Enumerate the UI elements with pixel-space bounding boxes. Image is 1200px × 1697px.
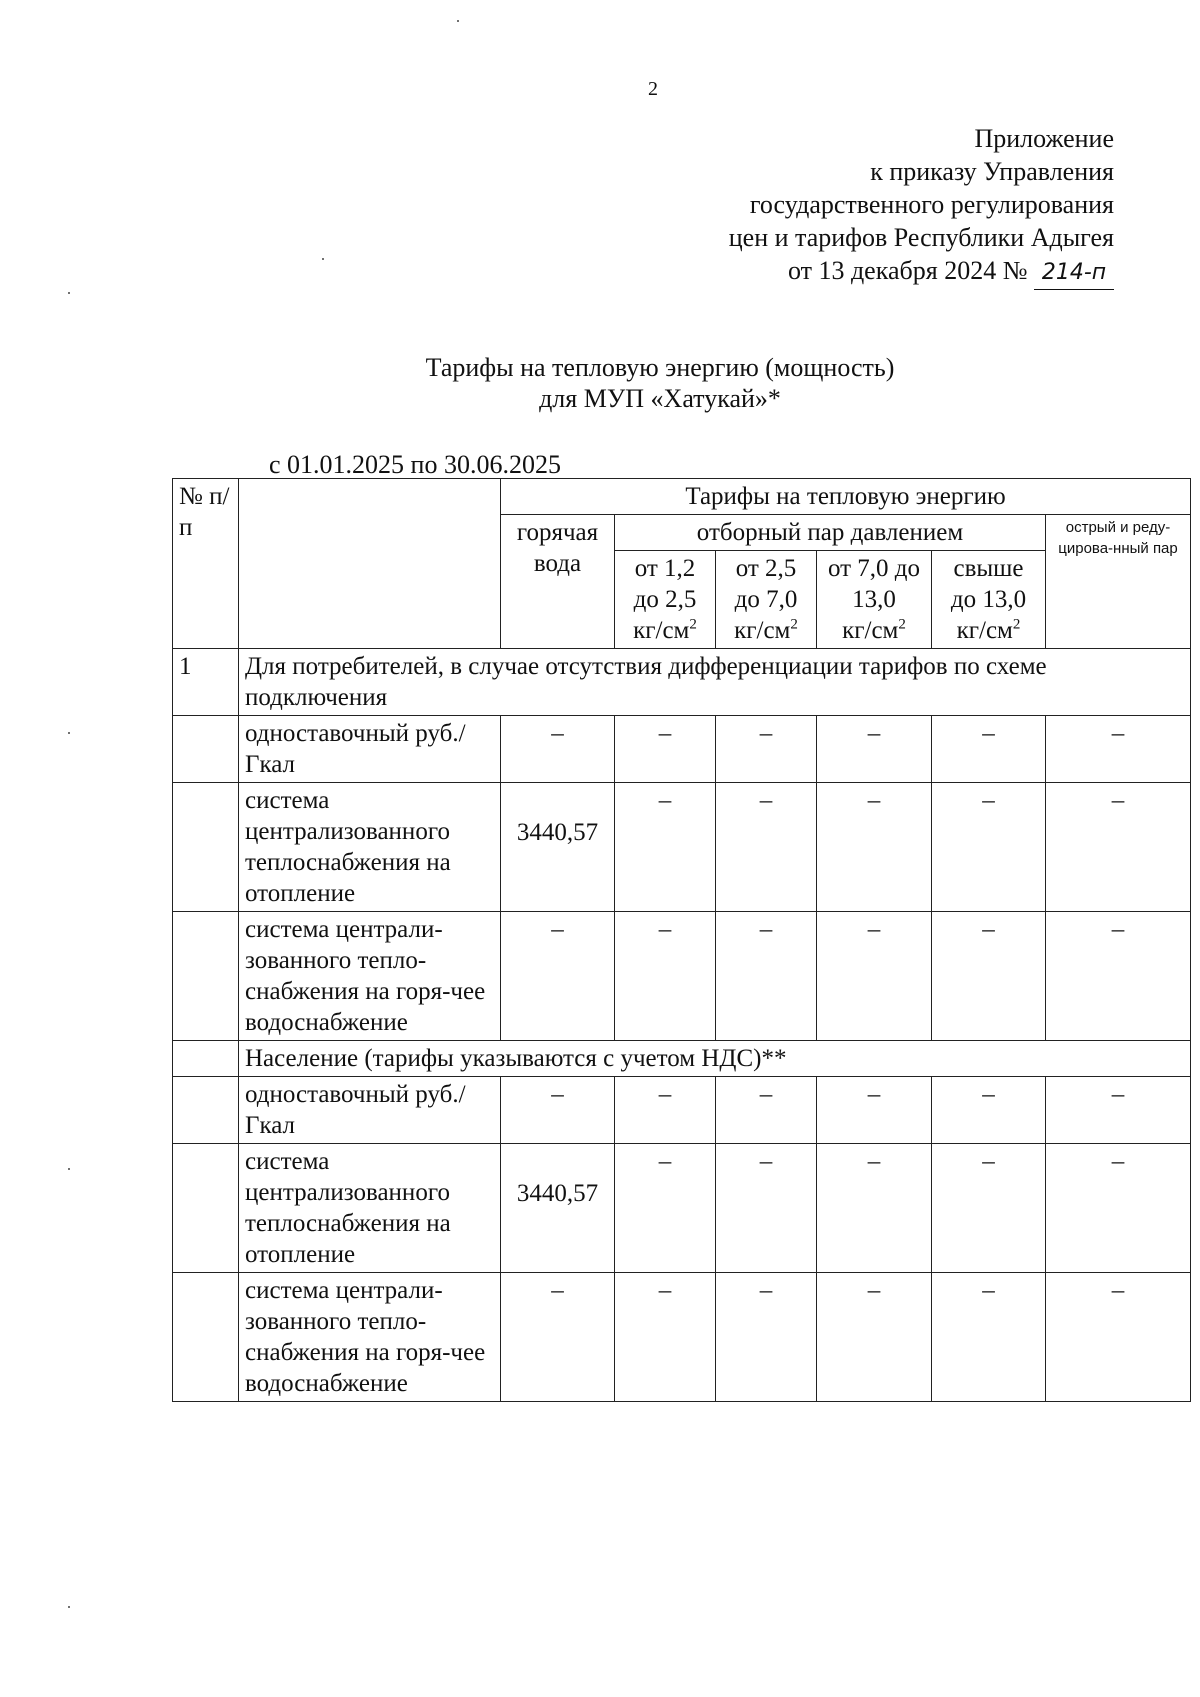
dash-cell: – bbox=[817, 1273, 932, 1402]
appendix-date-line bbox=[729, 254, 1114, 290]
row-label: система централи-зованного тепло-снабжения на горя-чее водоснабжение bbox=[239, 1273, 501, 1402]
row-label: система централизованного теплоснабжения на отопление bbox=[239, 1144, 501, 1273]
appendix-line: государственного регулирования bbox=[749, 190, 1114, 219]
steam-col-label: от 1,2 до 2,5 bbox=[633, 555, 697, 613]
appendix-line: к приказу Управления bbox=[870, 157, 1114, 186]
dash-cell: – bbox=[932, 783, 1046, 912]
dash-cell: – bbox=[615, 912, 716, 1041]
scan-speck bbox=[68, 732, 70, 734]
appendix-header bbox=[729, 122, 1114, 290]
header-steam-col bbox=[615, 551, 716, 649]
row-num bbox=[173, 783, 239, 912]
dash-cell: – bbox=[615, 783, 716, 912]
dash-cell: – bbox=[817, 1077, 932, 1144]
table-row bbox=[173, 912, 1191, 1041]
unit-sup: 2 bbox=[790, 616, 798, 633]
order-number: 214-п bbox=[1034, 256, 1114, 290]
section-row bbox=[173, 649, 1191, 716]
header-steam-group: отборный пар давлением bbox=[615, 515, 1046, 551]
dash-cell: – bbox=[1046, 1077, 1191, 1144]
hot-water-value: – bbox=[501, 1077, 615, 1144]
dash-cell: – bbox=[716, 1273, 817, 1402]
unit-sup: 2 bbox=[898, 616, 906, 633]
unit: кг/см bbox=[842, 617, 899, 644]
period: с 01.01.2025 по 30.06.2025 bbox=[269, 450, 561, 479]
dash-cell: – bbox=[817, 783, 932, 912]
row-num bbox=[173, 1144, 239, 1273]
dash-cell: – bbox=[716, 783, 817, 912]
row-num bbox=[173, 1077, 239, 1144]
row-label: система централизованного теплоснабжения на отопление bbox=[239, 783, 501, 912]
tariff-table bbox=[172, 478, 1191, 1402]
dash-cell: – bbox=[615, 1077, 716, 1144]
dash-cell: – bbox=[817, 1144, 932, 1273]
dash-cell: – bbox=[932, 1273, 1046, 1402]
header-row bbox=[173, 479, 1191, 515]
dash-cell: – bbox=[1046, 783, 1191, 912]
page-number: 2 bbox=[648, 78, 658, 100]
dash-cell: – bbox=[932, 912, 1046, 1041]
dash-cell: – bbox=[716, 912, 817, 1041]
dash-cell: – bbox=[615, 1144, 716, 1273]
hot-water-value: 3440,57 bbox=[501, 1144, 615, 1273]
dash-cell: – bbox=[817, 912, 932, 1041]
unit: кг/см bbox=[734, 617, 791, 644]
header-sharp-steam: острый и реду-цирова-нный пар bbox=[1046, 515, 1191, 649]
unit: кг/см bbox=[956, 617, 1013, 644]
section-title: Для потребителей, в случае отсутствия дифференциации тарифов по схеме подключения bbox=[239, 649, 1191, 716]
appendix-line: цен и тарифов Республики Адыгея bbox=[728, 223, 1114, 252]
dash-cell: – bbox=[716, 1144, 817, 1273]
row-label: одноставочный руб./Гкал bbox=[239, 716, 501, 783]
header-group: Тарифы на тепловую энергию bbox=[501, 479, 1191, 515]
table-row bbox=[173, 783, 1191, 912]
dash-cell: – bbox=[1046, 912, 1191, 1041]
section-number: 1 bbox=[173, 649, 239, 716]
table-row bbox=[173, 1144, 1191, 1273]
hot-water-value: – bbox=[501, 1273, 615, 1402]
header-num: № п/п bbox=[173, 479, 239, 649]
section-title: Население (тарифы указываются с учетом НДС)** bbox=[239, 1041, 1191, 1077]
row-num bbox=[173, 912, 239, 1041]
row-num bbox=[173, 1273, 239, 1402]
section-number bbox=[173, 1041, 239, 1077]
dash-cell: – bbox=[932, 1077, 1046, 1144]
hot-water-value: – bbox=[501, 912, 615, 1041]
row-label: система централи-зованного тепло-снабжения на горя-чее водоснабжение bbox=[239, 912, 501, 1041]
unit: кг/см bbox=[633, 617, 690, 644]
dash-cell: – bbox=[1046, 1273, 1191, 1402]
unit-sup: 2 bbox=[689, 616, 697, 633]
header-steam-col bbox=[932, 551, 1046, 649]
appendix-line: Приложение bbox=[974, 124, 1114, 153]
dash-cell: – bbox=[932, 1144, 1046, 1273]
scan-speck bbox=[68, 1168, 70, 1170]
dash-cell: – bbox=[817, 716, 932, 783]
scan-speck bbox=[457, 20, 459, 22]
dash-cell: – bbox=[716, 716, 817, 783]
title-line: Тарифы на тепловую энергию (мощность) bbox=[425, 353, 895, 382]
scan-speck bbox=[68, 1606, 70, 1608]
steam-col-label: от 2,5 до 7,0 bbox=[734, 555, 798, 613]
header-steam-col bbox=[817, 551, 932, 649]
table-row bbox=[173, 1273, 1191, 1402]
steam-col-label: от 7,0 до 13,0 bbox=[827, 555, 921, 613]
row-label: одноставочный руб./Гкал bbox=[239, 1077, 501, 1144]
header-empty bbox=[239, 479, 501, 649]
appendix-date: от 13 декабря 2024 № bbox=[787, 256, 1028, 285]
steam-col-label: свыше до 13,0 bbox=[950, 555, 1027, 613]
scan-speck bbox=[68, 292, 70, 294]
row-num bbox=[173, 716, 239, 783]
table-row bbox=[173, 1077, 1191, 1144]
dash-cell: – bbox=[1046, 1144, 1191, 1273]
dash-cell: – bbox=[615, 716, 716, 783]
unit-sup: 2 bbox=[1012, 616, 1021, 633]
hot-water-value: 3440,57 bbox=[501, 783, 615, 912]
table-row bbox=[173, 716, 1191, 783]
header-hot-water: горячая вода bbox=[501, 515, 615, 649]
dash-cell: – bbox=[716, 1077, 817, 1144]
document-title bbox=[0, 352, 1200, 414]
dash-cell: – bbox=[615, 1273, 716, 1402]
dash-cell: – bbox=[1046, 716, 1191, 783]
header-steam-col bbox=[716, 551, 817, 649]
dash-cell: – bbox=[932, 716, 1046, 783]
hot-water-value: – bbox=[501, 716, 615, 783]
title-line: для МУП «Хатукай»* bbox=[539, 384, 781, 413]
scan-speck bbox=[322, 258, 324, 260]
section-row bbox=[173, 1041, 1191, 1077]
